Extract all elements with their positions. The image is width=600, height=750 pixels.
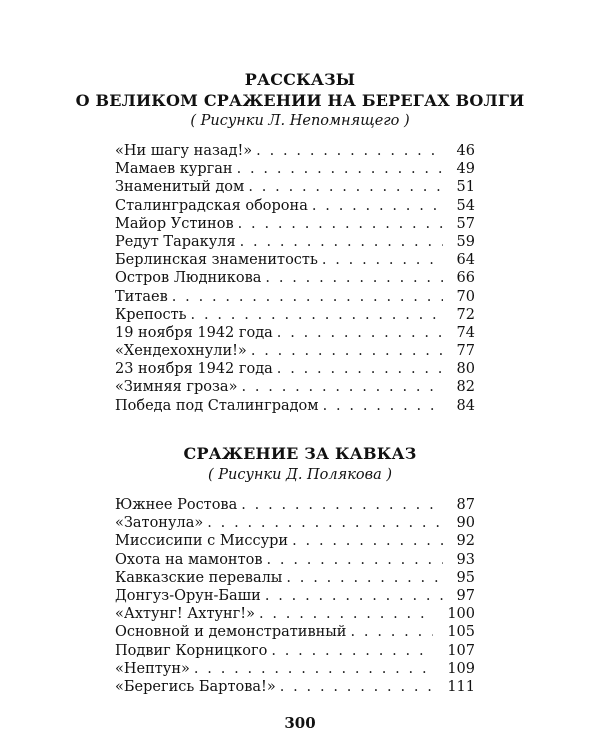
toc-entry [115, 142, 475, 160]
toc-entry-title: Сталинградская оборона [115, 197, 308, 214]
section2-title: СРАЖЕНИЕ ЗА КАВКАЗ [183, 444, 417, 463]
toc-entry-title: «Берегись Бартова!» [115, 678, 276, 695]
toc-leader-dots [267, 551, 443, 569]
toc-leader-dots [241, 496, 442, 514]
toc-entry-page: 66 [456, 270, 475, 287]
toc-entry-title: Победа под Сталинградом [115, 397, 319, 414]
toc-entry-page: 80 [456, 361, 475, 378]
toc-leader-dots [241, 378, 442, 396]
toc-entry-page: 59 [456, 233, 475, 250]
toc-entry [115, 378, 475, 396]
toc-entry-page: 72 [456, 306, 475, 323]
toc-leader-dots [207, 514, 442, 532]
toc-leader-dots [292, 532, 442, 550]
toc-leader-dots [256, 142, 442, 160]
toc-entry-title: Охота на мамонтов [115, 551, 263, 568]
toc-entry [115, 269, 475, 287]
toc-entry [115, 569, 475, 587]
toc-entry-title: Подвиг Корницкого [115, 642, 268, 659]
toc-entry [115, 288, 475, 306]
toc-entry [115, 233, 475, 251]
section2-illustrator: ( Рисунки Д. Полякова ) [207, 467, 392, 483]
toc-entry-page: 95 [456, 569, 475, 586]
section1-illustrator: ( Рисунки Л. Непомнящего ) [190, 113, 410, 129]
toc-leader-dots [265, 587, 443, 605]
toc-entry [115, 514, 475, 532]
toc-leader-dots [277, 324, 443, 342]
toc-leader-dots [280, 678, 434, 696]
toc-entry-title: «Нептун» [115, 660, 190, 677]
toc-entry-page: 93 [456, 551, 475, 568]
toc-entry-title: Кавказские перевалы [115, 569, 283, 586]
toc-entry [115, 251, 475, 269]
toc-entry [115, 551, 475, 569]
toc-entry-title: Остров Людникова [115, 270, 262, 287]
toc-entry [115, 324, 475, 342]
toc-leader-dots [322, 251, 443, 269]
toc-entry-title: «Затонула» [115, 515, 204, 532]
toc-leader-dots [259, 605, 433, 623]
toc-entry-title: Редут Таракуля [115, 233, 236, 250]
toc-entry [115, 496, 475, 514]
toc-entry [115, 587, 475, 605]
toc-leader-dots [240, 233, 443, 251]
toc-leader-dots [191, 306, 443, 324]
toc-leader-dots [172, 288, 443, 306]
toc-entry-page: 87 [456, 497, 475, 513]
toc-leader-dots [251, 342, 443, 360]
toc-entry-title: Южнее Ростова [115, 497, 238, 513]
section1-toc [115, 142, 475, 415]
toc-entry [115, 197, 475, 215]
toc-entry-title: «Хендехохнули!» [115, 343, 247, 360]
toc-entry-title: Знаменитый дом [115, 179, 245, 196]
toc-entry-page: 97 [456, 587, 475, 604]
toc-entry-page: 77 [456, 343, 475, 360]
toc-entry-title: «Зимняя гроза» [115, 379, 238, 396]
toc-entry-title: Миссисипи с Миссури [115, 533, 289, 550]
toc-entry-page: 70 [456, 288, 475, 305]
toc-entry-title: Титаев [115, 288, 168, 305]
toc-entry-title: «Ахтунг! Ахтунг!» [115, 606, 255, 623]
toc-entry-page: 84 [456, 397, 475, 414]
toc-entry-page: 109 [447, 660, 475, 677]
toc-entry-title: Крепость [115, 306, 187, 323]
toc-entry-page: 90 [456, 515, 475, 532]
section1-title-line1: РАССКАЗЫ [244, 70, 356, 89]
toc-entry [115, 660, 475, 678]
toc-entry [115, 215, 475, 233]
toc-entry-page: 92 [456, 533, 475, 550]
toc-leader-dots [312, 197, 443, 215]
toc-entry-page: 49 [456, 161, 475, 178]
toc-entry [115, 178, 475, 196]
toc-entry-title: 19 ноября 1942 года [115, 324, 273, 341]
toc-entry [115, 160, 475, 178]
toc-entry-page: 57 [456, 215, 475, 232]
toc-entry [115, 342, 475, 360]
toc-leader-dots [265, 269, 442, 287]
toc-leader-dots [323, 397, 443, 415]
toc-entry-page: 64 [456, 252, 475, 269]
toc-leader-dots [271, 642, 433, 660]
toc-entry-page: 54 [456, 197, 475, 214]
toc-leader-dots [237, 160, 443, 178]
section1-title-line2: О ВЕЛИКОМ СРАЖЕНИИ НА БЕРЕГАХ ВОЛГИ [75, 91, 525, 110]
page-number: 300 [284, 714, 316, 732]
toc-entry-page: 82 [456, 379, 475, 396]
toc-entry-title: Берлинская знаменитость [115, 252, 318, 269]
toc-entry-title: Донгуз-Орун-Баши [115, 587, 261, 604]
toc-leader-dots [286, 569, 442, 587]
toc-entry-title: «Ни шагу назад!» [115, 143, 253, 159]
toc-entry-page: 111 [447, 678, 475, 695]
toc-entry [115, 306, 475, 324]
toc-entry [115, 397, 475, 415]
toc-entry [115, 532, 475, 550]
toc-leader-dots [350, 623, 433, 641]
toc-entry [115, 623, 475, 641]
toc-entry-page: 105 [447, 624, 475, 641]
toc-entry-page: 107 [447, 642, 475, 659]
toc-entry-title: Основной и демонстративный [115, 624, 347, 641]
toc-entry-page: 51 [456, 179, 475, 196]
toc-leader-dots [248, 178, 442, 196]
toc-entry [115, 360, 475, 378]
toc-leader-dots [277, 360, 443, 378]
toc-entry-page: 74 [456, 324, 475, 341]
toc-entry-title: 23 ноября 1942 года [115, 361, 273, 378]
toc-leader-dots [238, 215, 443, 233]
toc-entry-page: 46 [456, 143, 475, 159]
toc-entry-title: Мамаев курган [115, 161, 233, 178]
toc-leader-dots [194, 660, 433, 678]
toc-entry-page: 100 [447, 606, 475, 623]
toc-entry-title: Майор Устинов [115, 215, 234, 232]
toc-entry [115, 642, 475, 660]
toc-entry [115, 678, 475, 696]
section2-toc [115, 496, 475, 696]
toc-entry [115, 605, 475, 623]
